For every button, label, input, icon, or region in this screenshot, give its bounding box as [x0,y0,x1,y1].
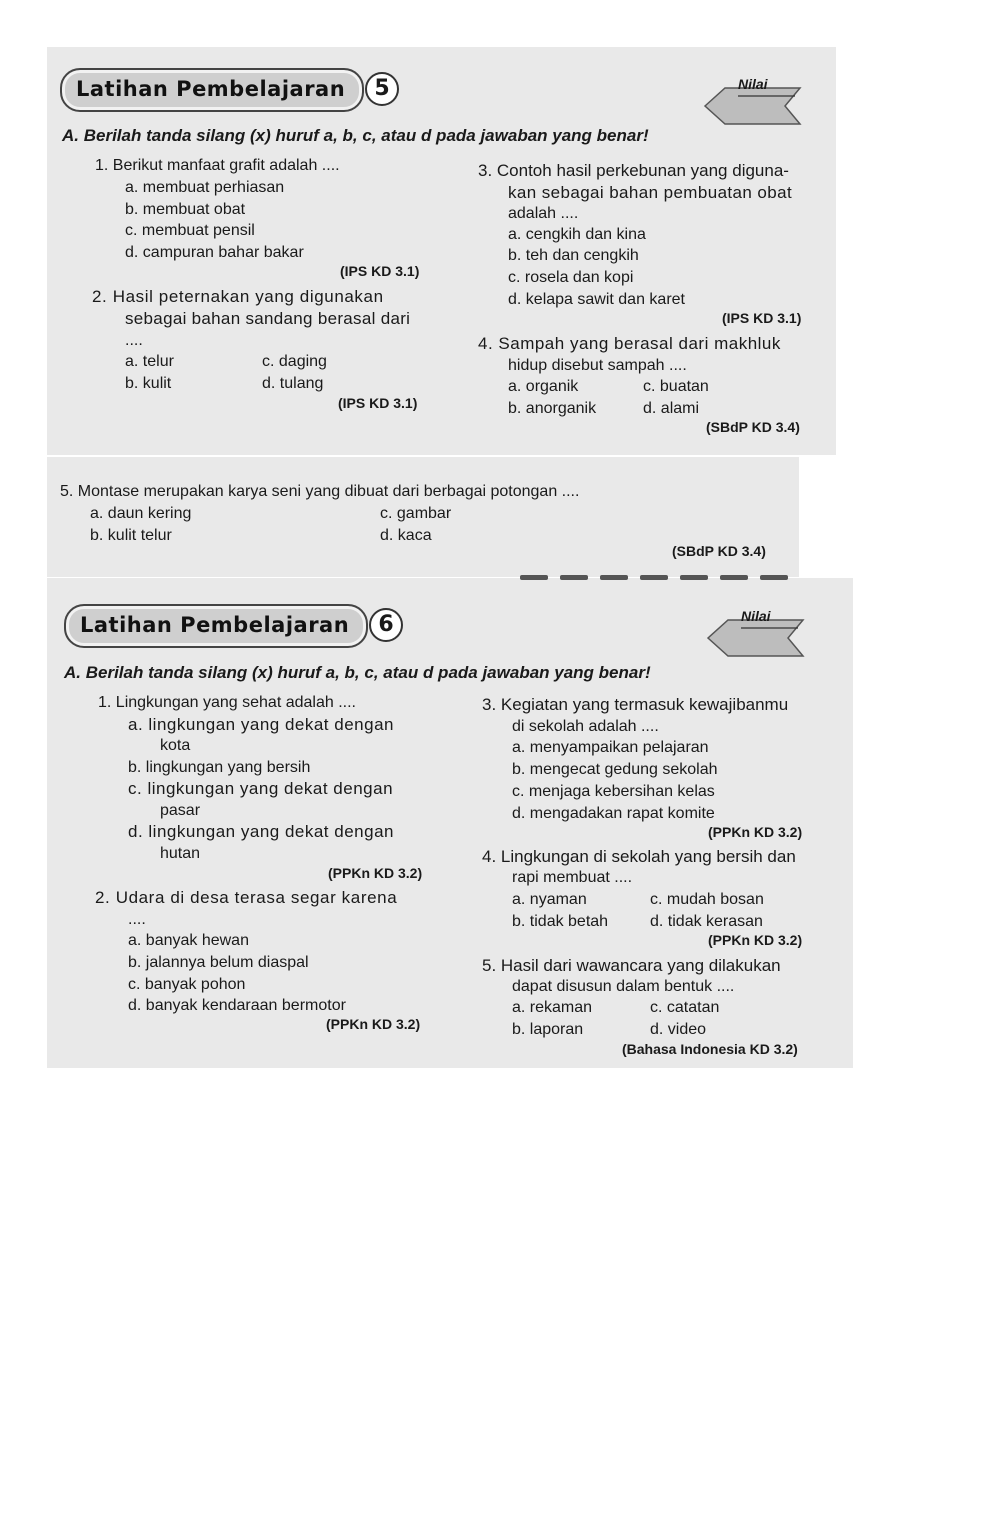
q6-2-option-a[interactable]: a. banyak hewan [128,932,249,949]
q6-1-kd: (PPKn KD 3.2) [328,865,423,881]
q5-2-stem-line1: 2. Hasil peternakan yang digunakan [92,287,384,306]
q5-1-stem: 1. Berikut manfaat grafit adalah .... [95,157,340,174]
q5-3-option-d[interactable]: d. kelapa sawit dan karet [508,291,685,308]
exercise-5-number: 5 [365,72,399,106]
q6-5-option-a[interactable]: a. rekaman [512,999,593,1016]
q6-1-option-c-line1[interactable]: c. lingkungan yang dekat dengan [128,779,394,798]
q5-3-stem-line2: kan sebagai bahan pembuatan obat [508,183,793,202]
q6-3-kd: (PPKn KD 3.2) [708,824,803,840]
q5-1-kd: (IPS KD 3.1) [340,263,420,279]
q5-4-stem-line1: 4. Sampah yang berasal dari makhluk [478,334,781,353]
q6-1-option-d-line2: hutan [160,845,201,862]
exercise-6-title: Latihan Pembelajaran [80,613,350,637]
q6-2-option-b[interactable]: b. jalannya belum diaspal [128,954,309,971]
q5-5-option-d[interactable]: d. kaca [380,527,432,544]
q6-3-stem-line1: 3. Kegiatan yang termasuk kewajibanmu [482,695,789,714]
instruction-5: A. Berilah tanda silang (x) huruf a, b, c, atau d pada jawaban yang benar! [62,126,649,145]
q5-3-option-c[interactable]: c. rosela dan kopi [508,269,634,286]
q6-5-option-c[interactable]: c. catatan [650,999,720,1016]
q6-4-option-b[interactable]: b. tidak betah [512,913,609,930]
q5-4-option-c[interactable]: c. buatan [643,378,709,395]
q6-1-option-d-line1[interactable]: d. lingkungan yang dekat dengan [128,822,394,841]
q6-2-stem-line2: .... [128,911,146,928]
q5-1-option-a[interactable]: a. membuat perhiasan [125,179,285,196]
score-label-6: Nilai [741,608,771,624]
q5-1-option-c[interactable]: c. membuat pensil [125,222,255,239]
q6-2-kd: (PPKn KD 3.2) [326,1016,421,1032]
q5-3-option-b[interactable]: b. teh dan cengkih [508,247,639,264]
q5-5-option-b[interactable]: b. kulit telur [90,527,172,544]
q6-1-option-a-line1[interactable]: a. lingkungan yang dekat dengan [128,715,394,734]
q5-5-option-a[interactable]: a. daun kering [90,505,192,522]
q5-4-option-a[interactable]: a. organik [508,378,579,395]
q6-5-stem-line1: 5. Hasil dari wawancara yang dilakukan [482,956,781,975]
q5-2-option-a[interactable]: a. telur [125,353,174,370]
q6-3-option-b[interactable]: b. mengecat gedung sekolah [512,761,718,778]
q5-3-stem-line1: 3. Contoh hasil perkebunan yang diguna- [478,161,789,180]
q6-4-option-a[interactable]: a. nyaman [512,891,587,908]
exercise-6-number: 6 [369,608,403,642]
q6-2-option-c[interactable]: c. banyak pohon [128,976,246,993]
score-box-6 [703,608,813,668]
q5-4-option-b[interactable]: b. anorganik [508,400,597,417]
score-label-5: Nilai [738,76,768,92]
q5-3-stem-line3: adalah .... [508,205,579,222]
q6-3-stem-line2: di sekolah adalah .... [512,718,659,735]
q5-2-option-d[interactable]: d. tulang [262,375,324,392]
q6-5-option-d[interactable]: d. video [650,1021,707,1038]
q5-2-stem-line2: sebagai bahan sandang berasal dari [125,309,411,328]
q5-2-kd: (IPS KD 3.1) [338,395,418,411]
q6-2-option-d[interactable]: d. banyak kendaraan bermotor [128,997,346,1014]
q6-4-stem-line2: rapi membuat .... [512,869,633,886]
instruction-6: A. Berilah tanda silang (x) huruf a, b, c, atau d pada jawaban yang benar! [64,663,651,682]
q6-1-option-c-line2: pasar [160,802,201,819]
q6-3-option-a[interactable]: a. menyampaikan pelajaran [512,739,709,756]
q5-1-option-b[interactable]: b. membuat obat [125,201,246,218]
q6-1-option-a-line2: kota [160,737,191,754]
score-box-5 [700,76,810,136]
q5-4-kd: (SBdP KD 3.4) [706,419,800,435]
q6-2-stem-line1: 2. Udara di desa terasa segar karena [95,888,398,907]
q5-3-kd: (IPS KD 3.1) [722,310,802,326]
q6-5-stem-line2: dapat disusun dalam bentuk .... [512,978,735,995]
q6-4-kd: (PPKn KD 3.2) [708,932,803,948]
q5-2-option-c[interactable]: c. daging [262,353,327,370]
exercise-5-title: Latihan Pembelajaran [76,77,346,101]
q5-5-kd: (SBdP KD 3.4) [672,543,766,559]
q5-4-option-d[interactable]: d. alami [643,400,700,417]
q5-4-stem-line2: hidup disebut sampah .... [508,357,687,374]
q6-3-option-d[interactable]: d. mengadakan rapat komite [512,805,715,822]
separator-dashes [520,573,820,583]
q6-3-option-c[interactable]: c. menjaga kebersihan kelas [512,783,715,800]
q6-5-kd: (Bahasa Indonesia KD 3.2) [622,1041,798,1057]
q5-3-option-a[interactable]: a. cengkih dan kina [508,226,646,243]
q5-2-stem-line3: .... [125,332,143,349]
q6-4-option-d[interactable]: d. tidak kerasan [650,913,763,930]
exercise-5-banner [60,68,364,112]
q5-5-option-c[interactable]: c. gambar [380,505,452,522]
q6-4-option-c[interactable]: c. mudah bosan [650,891,764,908]
q6-1-option-b[interactable]: b. lingkungan yang bersih [128,759,311,776]
q6-4-stem-line1: 4. Lingkungan di sekolah yang bersih dan [482,847,796,866]
q6-5-option-b[interactable]: b. laporan [512,1021,584,1038]
q5-5-stem: 5. Montase merupakan karya seni yang dibuat dari berbagai potongan .... [60,483,580,500]
q5-1-option-d[interactable]: d. campuran bahar bakar [125,244,304,261]
q5-2-option-b[interactable]: b. kulit [125,375,172,392]
exercise-6-banner [64,604,368,648]
q6-1-stem: 1. Lingkungan yang sehat adalah .... [98,694,356,711]
